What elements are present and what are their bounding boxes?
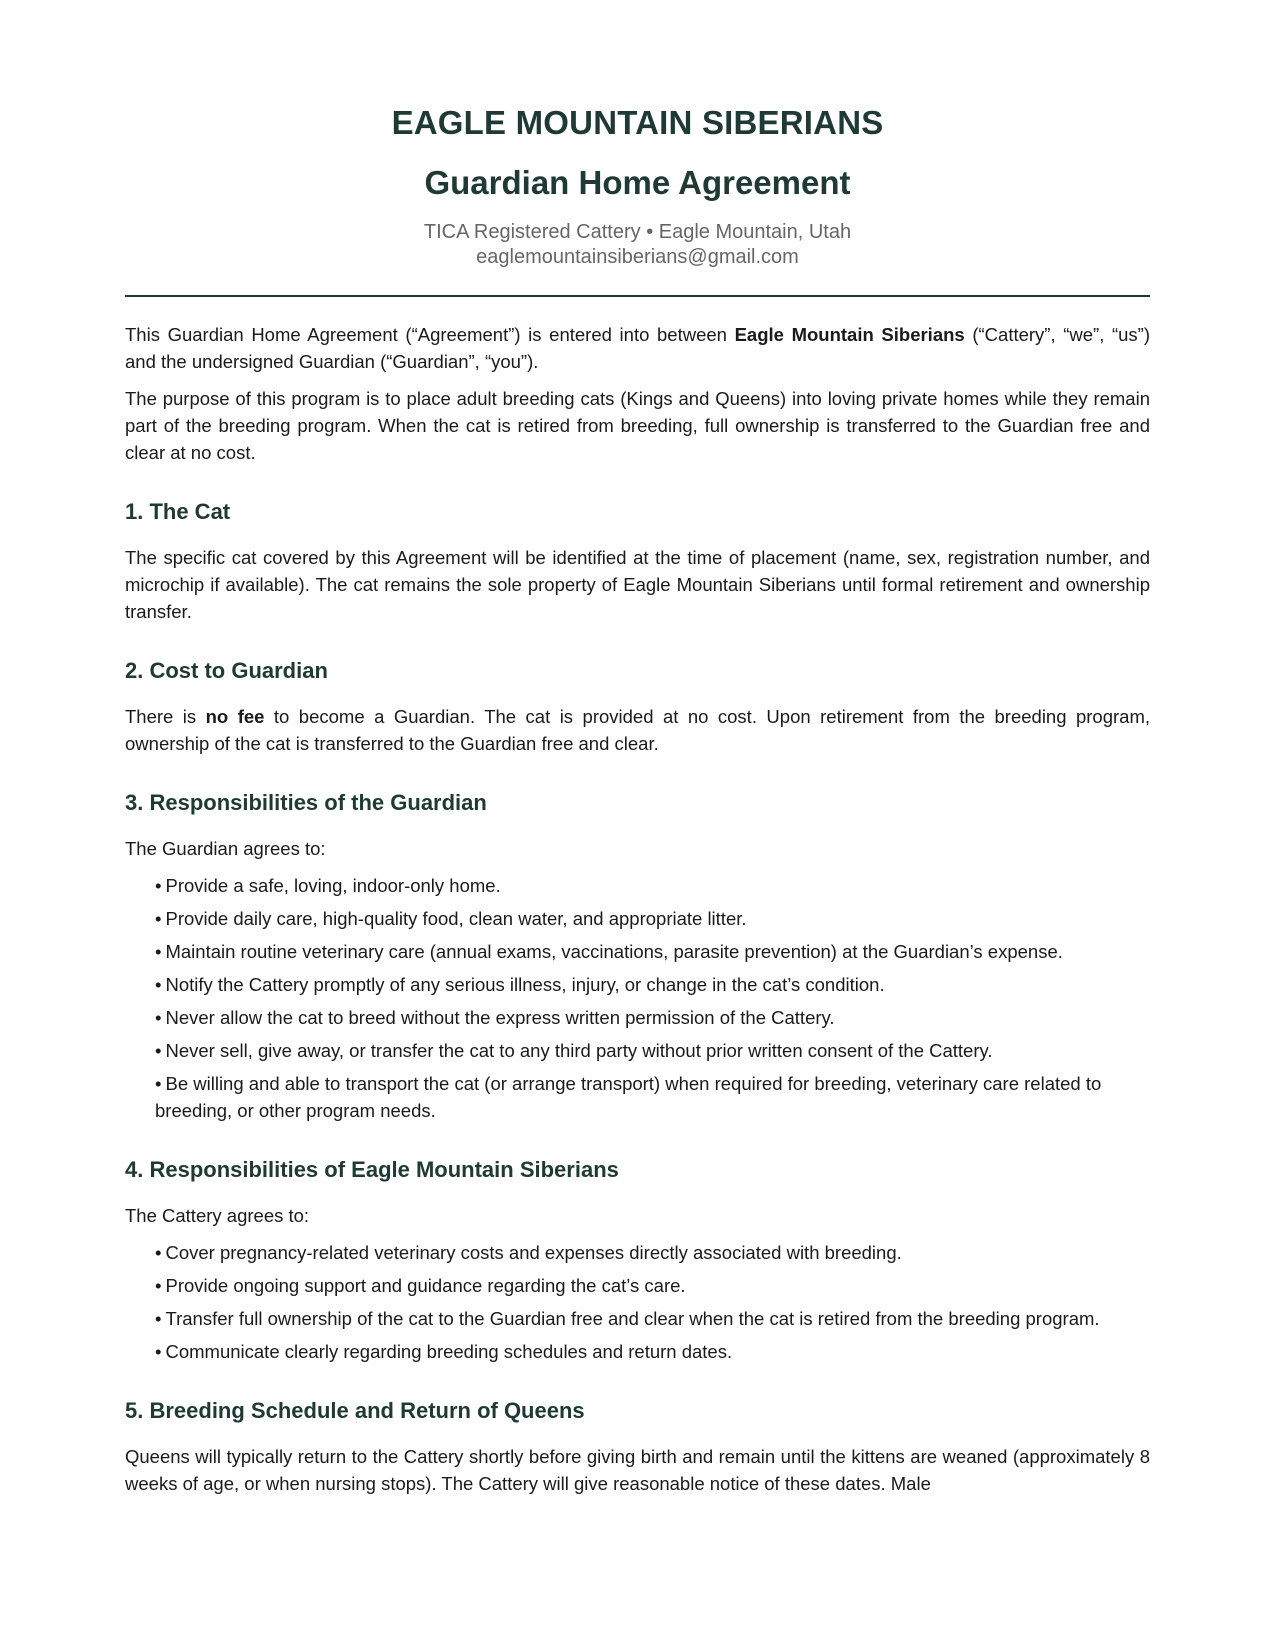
bullet-icon: • bbox=[155, 1341, 162, 1362]
section-guardian-responsibilities bbox=[125, 789, 1150, 1124]
list-item-text: Provide daily care, high-quality food, clean water, and appropriate litter. bbox=[165, 908, 747, 929]
section-body: Queens will typically return to the Cattery shortly before giving birth and remain until the kittens are weaned (approximately 8 weeks of age, or when nursing stops). The Cattery will give reasonable notice of these dates. Male bbox=[125, 1446, 1150, 1494]
section-body bbox=[125, 703, 1150, 757]
cattery-tagline: TICA Registered Cattery • Eagle Mountain, Utah bbox=[423, 221, 852, 243]
section-heading: 1. The Cat bbox=[125, 499, 231, 524]
list-item bbox=[155, 1037, 1150, 1064]
document-page bbox=[125, 0, 1150, 1497]
list-item bbox=[155, 872, 1150, 899]
list-item bbox=[155, 1305, 1150, 1332]
section-lead: The Cattery agrees to: bbox=[125, 1205, 310, 1226]
no-fee-bold: no fee bbox=[205, 706, 265, 727]
bullet-icon: • bbox=[155, 908, 162, 929]
contact-email: eaglemountainsiberians@gmail.com bbox=[476, 246, 799, 268]
list-item-text: Communicate clearly regarding breeding schedules and return dates. bbox=[165, 1341, 733, 1362]
list-item-text: Provide ongoing support and guidance regarding the cat’s care. bbox=[165, 1275, 686, 1296]
list-item-text: Maintain routine veterinary care (annual exams, vaccinations, parasite prevention) at the Guardian’s expense. bbox=[165, 941, 1063, 962]
cattery-name-bold: Eagle Mountain Siberians bbox=[734, 324, 965, 345]
list-item-text: Cover pregnancy-related veterinary costs and expenses directly associated with breeding. bbox=[165, 1242, 902, 1263]
list-item-text: Provide a safe, loving, indoor-only home. bbox=[165, 875, 501, 896]
section-the-cat bbox=[125, 498, 1150, 625]
agreement-title: Guardian Home Agreement bbox=[424, 164, 851, 201]
list-item-text: Never allow the cat to breed without the express written permission of the Cattery. bbox=[165, 1007, 835, 1028]
section-lead: The Guardian agrees to: bbox=[125, 838, 326, 859]
list-item bbox=[155, 1272, 1150, 1299]
list-item bbox=[155, 1004, 1150, 1031]
bullet-icon: • bbox=[155, 1242, 162, 1263]
intro-text-post: (“Cattery”, “we”, “us”) and the undersigned Guardian (“Guardian”, “you”). bbox=[125, 324, 1150, 372]
bullet-icon: • bbox=[155, 1308, 162, 1329]
section-body: The specific cat covered by this Agreement will be identified at the time of placement (name, sex, registration number, and microchip if available). The cat remains the sole property of Eagle Mountain Siberians until formal retirement and ownership transfer. bbox=[125, 547, 1150, 622]
list-item bbox=[155, 905, 1150, 932]
bullet-icon: • bbox=[155, 941, 162, 962]
intro-paragraph-2: The purpose of this program is to place adult breeding cats (Kings and Queens) into loving private homes while they remain part of the breeding program. When the cat is retired from breeding, full ownership is transferred to the Guardian free and clear at no cost. bbox=[125, 388, 1150, 463]
section-cattery-responsibilities bbox=[125, 1156, 1150, 1365]
header-divider bbox=[125, 295, 1150, 297]
cattery-responsibility-list bbox=[125, 1239, 1150, 1365]
bullet-icon: • bbox=[155, 875, 162, 896]
section-cost-to-guardian bbox=[125, 657, 1150, 757]
section-heading: 2. Cost to Guardian bbox=[125, 658, 328, 683]
list-item-text: Be willing and able to transport the cat (or arrange transport) when required for breeding, veterinary care related to breeding, or other program needs. bbox=[155, 1073, 1102, 1121]
section-heading: 5. Breeding Schedule and Return of Queens bbox=[125, 1398, 585, 1423]
section-heading: 3. Responsibilities of the Guardian bbox=[125, 790, 487, 815]
list-item-text: Notify the Cattery promptly of any serious illness, injury, or change in the cat’s condition. bbox=[165, 974, 885, 995]
intro-text-pre: This Guardian Home Agreement (“Agreement”) is entered into between bbox=[125, 324, 735, 345]
bullet-icon: • bbox=[155, 974, 162, 995]
list-item bbox=[155, 1070, 1150, 1124]
list-item-text: Transfer full ownership of the cat to the Guardian free and clear when the cat is retired from the breeding program. bbox=[165, 1308, 1100, 1329]
list-item bbox=[155, 938, 1150, 965]
list-item bbox=[155, 1239, 1150, 1266]
bullet-icon: • bbox=[155, 1275, 162, 1296]
list-item-text: Never sell, give away, or transfer the cat to any third party without prior written consent of the Cattery. bbox=[165, 1040, 993, 1061]
list-item bbox=[155, 971, 1150, 998]
bullet-icon: • bbox=[155, 1073, 162, 1094]
intro-paragraph-1 bbox=[125, 321, 1150, 375]
document-header bbox=[125, 0, 1150, 270]
cost-text-pre: There is bbox=[125, 706, 206, 727]
organization-title: EAGLE MOUNTAIN SIBERIANS bbox=[391, 104, 884, 141]
bullet-icon: • bbox=[155, 1040, 162, 1061]
list-item bbox=[155, 1338, 1150, 1365]
section-heading: 4. Responsibilities of Eagle Mountain Siberians bbox=[125, 1157, 619, 1182]
guardian-responsibility-list bbox=[125, 872, 1150, 1124]
bullet-icon: • bbox=[155, 1007, 162, 1028]
section-breeding-schedule bbox=[125, 1397, 1150, 1497]
cost-text-post: to become a Guardian. The cat is provided at no cost. Upon retirement from the breeding program, ownership of the cat is transferred to the Guardian free and clear. bbox=[125, 706, 1151, 754]
